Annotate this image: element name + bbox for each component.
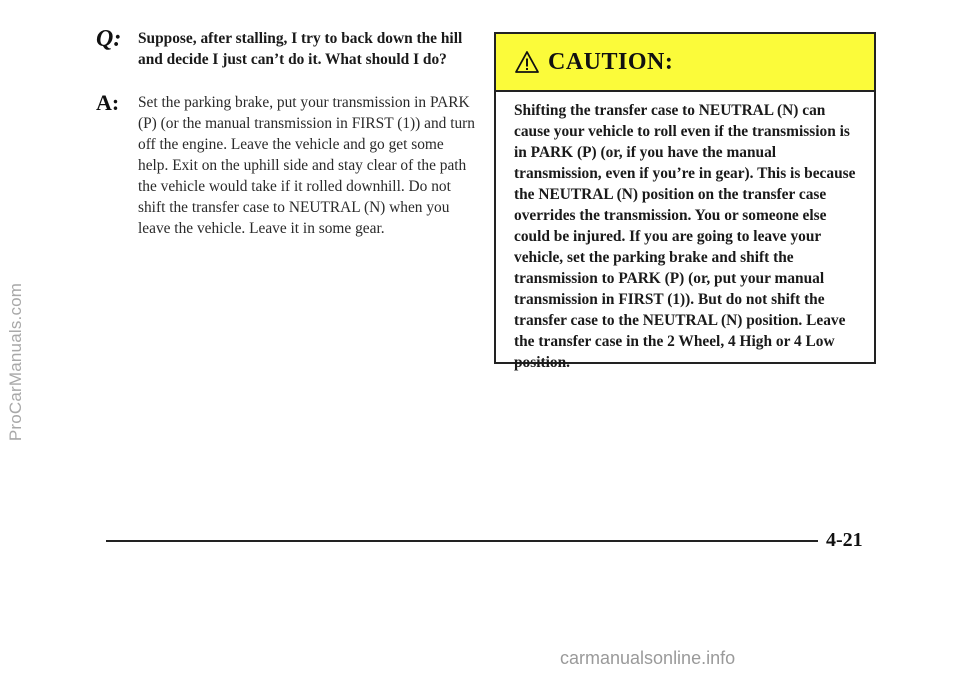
question-block: [96, 28, 476, 70]
caution-header: [496, 34, 874, 92]
caution-title: CAUTION:: [548, 49, 674, 75]
side-watermark: ProCarManuals.com: [6, 282, 25, 442]
answer-block: [96, 92, 476, 239]
question-mark-label: Q:: [96, 26, 122, 52]
caution-box: [494, 32, 876, 371]
footer-rule: [106, 540, 818, 542]
warning-triangle-icon: [514, 50, 540, 74]
page-number: 4-21: [826, 529, 863, 551]
bottom-watermark: carmanualsonline.info: [560, 648, 736, 668]
caution-body: Shifting the transfer case to NEUTRAL (N) can cause your vehicle to roll even if the transmission is in PARK (P) (or, if you have the manual transmission, even if you’re in gear). This is because the NEUTRAL (N) position on the transfer case overrides the transmission. You or someone else could be injured. If you are going to leave your vehicle, set the parking brake and shift the transmission to PARK (P) (or, put your manual transmission in FIRST (1)). But do not shift the transfer case to the NEUTRAL (N) position. Leave the transfer case in the 2 Wheel, 4 High or 4 Low position.: [514, 102, 856, 371]
answer-mark-label: A:: [96, 90, 120, 115]
answer-text: Set the parking brake, put your transmission in PARK (P) (or the manual transmission in FIRST (1)) and turn off the engine. Leave the vehicle and go get some help. Exit on the uphill side and stay clear of the path the vehicle would take if it rolled downhill. Do not shift the transfer case to NEUTRAL (N) when you leave the vehicle. Leave it in some gear.: [138, 94, 475, 237]
question-text: Suppose, after stalling, I try to back down the hill and decide I just can’t do it. What should I do?: [138, 30, 463, 68]
